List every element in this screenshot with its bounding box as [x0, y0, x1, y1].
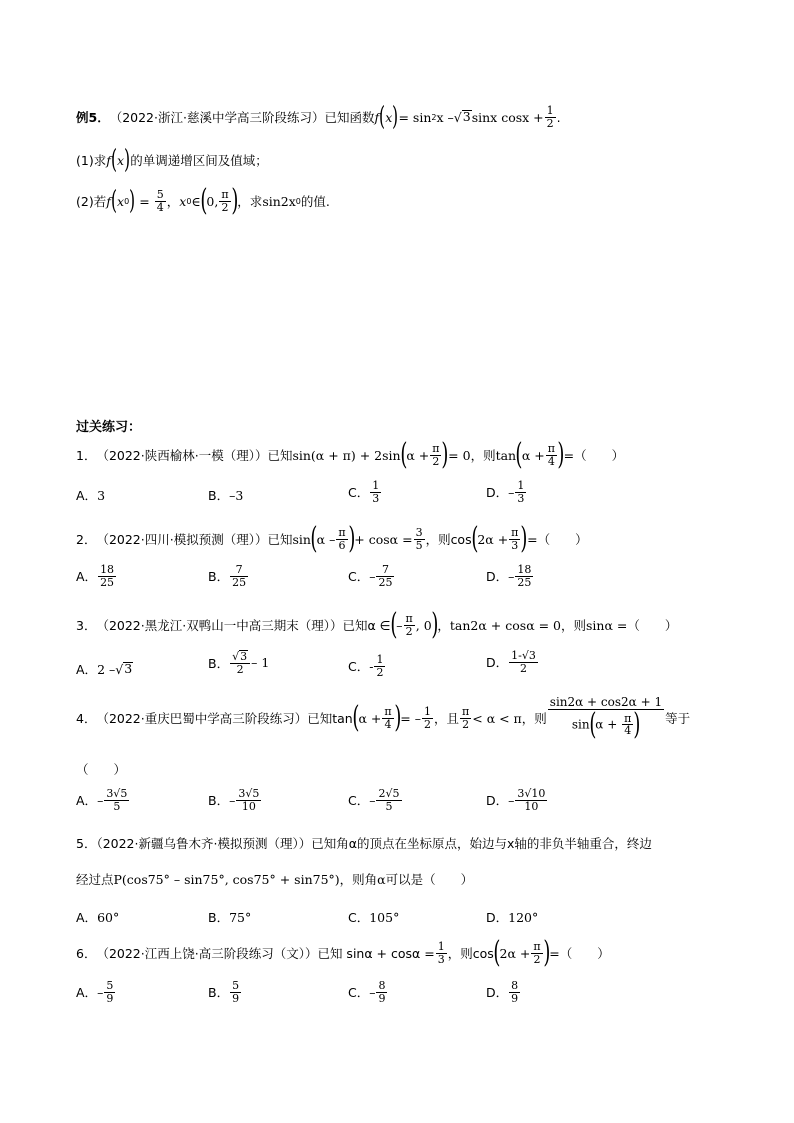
sqrt-value: 3: [240, 650, 248, 663]
expr-c: ，则cos: [425, 532, 472, 547]
option-fraction: $\frac{2√5}{5}$: [378, 787, 400, 813]
big-fraction: [548, 696, 664, 740]
f-symbol: f: [106, 193, 111, 209]
sub-zero: 0: [295, 196, 301, 206]
option-label: C．: [348, 659, 370, 675]
option-c[interactable]: [348, 980, 388, 1004]
problem-1: [76, 437, 625, 472]
option-fraction: $\frac{18}{25}$: [100, 563, 115, 589]
expr-c: ，且: [434, 711, 460, 726]
problem-number: 5．: [76, 836, 97, 851]
problem-source: （2022·四川·模拟预测（理））已知: [96, 532, 293, 547]
option-fraction: $\frac{1-√3}{2}$: [511, 649, 536, 675]
expr-d: < α < π，则: [472, 711, 547, 726]
minus-sign: –: [396, 617, 403, 633]
paren-right: ): [124, 145, 131, 175]
option-value: 3: [97, 487, 106, 503]
two-alpha-plus: 2α +: [499, 945, 531, 961]
section-title: 过关练习：: [76, 420, 142, 435]
option-a[interactable]: [76, 788, 130, 812]
option-sign: -: [369, 658, 374, 674]
paren-left: (: [515, 437, 523, 472]
option-sign: –: [97, 984, 104, 1000]
q2-suffix-b: 的值.: [300, 194, 330, 209]
option-value: 2 –: [97, 661, 116, 677]
option-fraction: $\frac{1}{3}$: [372, 479, 380, 505]
option-suffix: – 1: [251, 655, 270, 671]
option-fraction: $\frac{1}{3}$: [517, 479, 525, 505]
answer-blank: =（ ）: [549, 946, 610, 961]
option-fraction: $\frac{√3}{2}$: [230, 650, 250, 675]
example-source: （2022·浙江·慈溪中学高三阶段练习）已知函数: [109, 110, 375, 125]
problem-number: 3．: [76, 618, 97, 633]
sqrt-sign: √: [453, 109, 462, 125]
paren-left: (: [379, 102, 386, 132]
option-d[interactable]: [486, 650, 539, 674]
option-sign: –: [508, 568, 515, 584]
paren-left: (: [110, 186, 117, 216]
option-label: C．: [348, 985, 370, 1001]
problem-3: [76, 607, 678, 642]
option-a[interactable]: [76, 980, 116, 1004]
interval-end: , 0: [415, 617, 432, 633]
option-d[interactable]: [486, 908, 538, 926]
expr-a: = sin: [398, 109, 432, 125]
q1-prefix: (1)求: [76, 153, 107, 168]
option-d[interactable]: [486, 480, 527, 504]
expr-b: = –: [400, 710, 421, 726]
option-label: D．: [486, 910, 509, 925]
expr-b: = 0，则tan: [448, 448, 517, 463]
option-label: A．: [76, 910, 98, 925]
option-sign: –: [229, 792, 236, 808]
option-c[interactable]: [348, 564, 395, 588]
problem-5-line2: 经过点P(cos75° – sin75°, cos75° + sin75°)，则角α可以是（ ）: [76, 872, 474, 887]
problem-source: （2022·新疆乌鲁木齐·模拟预测（理））已知角α的顶点在坐标原点，始边与x轴的非负半轴重合，终边: [96, 836, 652, 851]
problem-source: （2022·黑龙江·双鸭山一中高三期末（理））已知α ∈: [96, 618, 391, 633]
example-label: 例5．: [76, 110, 110, 125]
expr-a: sin(α + π) + 2sin: [292, 447, 401, 463]
alpha-plus: α +: [406, 447, 430, 463]
option-label: B．: [208, 655, 230, 671]
option-label: B．: [208, 569, 230, 585]
option-fraction: $\frac{18}{25}$: [517, 563, 532, 589]
paren-right: ): [347, 521, 355, 556]
q2-value: $\frac{5}{4}$: [156, 187, 164, 214]
problem-6: [76, 935, 610, 970]
pi-over-2: $\frac{\pi}{2}$: [405, 611, 413, 638]
pi-over-6: $\frac{\pi}{6}$: [338, 525, 346, 552]
q2-suffix-a: ，求: [237, 194, 263, 209]
paren-left: (: [493, 935, 501, 970]
option-d[interactable]: [486, 788, 548, 812]
f-symbol: f: [374, 109, 380, 125]
option-label: A．: [76, 985, 98, 1001]
interval-start: 0,: [206, 193, 219, 209]
sqrt-value: 3: [462, 109, 471, 125]
pi-over-2: $\frac{\pi}{2}$: [533, 939, 541, 966]
sqrt-sign: √: [115, 661, 124, 677]
f-symbol: f: [106, 152, 111, 168]
pi-over-2: $\frac{\pi}{2}$: [432, 441, 440, 468]
problem-source: （2022·陕西榆林·一模（理））已知: [96, 448, 293, 463]
q2-target: sin2x: [262, 193, 296, 209]
sub-zero: 0: [124, 196, 130, 206]
option-value: –3: [229, 487, 244, 503]
big-numerator: sin2α + cos2α + 1: [549, 695, 663, 710]
answer-blank: =（ ）: [563, 448, 625, 463]
option-c[interactable]: [348, 480, 382, 504]
in-symbol: ∈: [191, 193, 201, 209]
problem-5: [76, 834, 652, 852]
problem-source: （2022·江西上饶·高三阶段练习（文））已知 sinα + cosα =: [96, 946, 435, 961]
big-denominator: sin(α + $\frac{\pi}{4}$ ): [571, 706, 641, 742]
paren-right: ): [393, 700, 401, 735]
expr-c: sinx cosx +: [471, 109, 544, 125]
paren-left: (: [200, 183, 208, 218]
option-b[interactable]: [208, 564, 249, 588]
option-fraction: $\frac{5}{9}$: [106, 979, 114, 1005]
option-sign: –: [97, 792, 104, 808]
paren-right: ): [557, 437, 565, 472]
option-value: 60°: [97, 910, 120, 925]
option-sign: –: [369, 984, 376, 1000]
option-sign: –: [369, 792, 376, 808]
option-c[interactable]: [348, 908, 399, 926]
answer-blank: =（ ）: [527, 532, 588, 547]
option-b[interactable]: [208, 486, 243, 504]
q2-prefix: (2)若: [76, 194, 107, 209]
option-c[interactable]: [348, 788, 403, 812]
q1-suffix: 的单调递增区间及值域；: [130, 153, 268, 168]
option-label: A．: [76, 662, 98, 677]
option-label: A．: [76, 793, 98, 809]
expr-c: ，则cos: [447, 946, 494, 961]
paren-left: (: [389, 607, 397, 642]
problem-number: 2．: [76, 532, 97, 547]
problem-number: 1．: [76, 448, 97, 463]
option-fraction: $\frac{8}{9}$: [378, 979, 386, 1005]
expr-e: 等于: [665, 711, 691, 726]
option-fraction: $\frac{3√5}{5}$: [106, 787, 128, 813]
sq-exponent: 2: [431, 112, 437, 122]
option-label: B．: [208, 910, 230, 925]
option-sign: –: [508, 792, 515, 808]
q2-comma: ，: [166, 194, 180, 209]
option-fraction: $\frac{7}{25}$: [232, 563, 247, 589]
paren-left: (: [399, 437, 407, 472]
paren-left: (: [310, 521, 318, 556]
option-fraction: $\frac{3√10}{10}$: [517, 787, 546, 813]
option-label: D．: [486, 485, 509, 501]
sqrt-value: 3: [124, 661, 133, 677]
paren-right: ): [129, 186, 136, 216]
option-a[interactable]: [76, 908, 119, 926]
option-label: C．: [348, 793, 370, 809]
two-alpha-plus: 2α +: [477, 531, 509, 547]
value-fraction: $\frac{3}{5}$: [415, 525, 423, 552]
option-label: B．: [208, 488, 230, 503]
sqrt-sign: √: [232, 650, 240, 663]
expr-a: sin: [292, 531, 311, 547]
x-var: x: [117, 152, 125, 168]
paren-left: (: [110, 145, 117, 175]
example5-q1: [76, 145, 268, 175]
problem-4-answer-blank: （ ）: [76, 762, 127, 777]
expr-b: + cosα =: [354, 531, 413, 547]
option-fraction: $\frac{5}{9}$: [232, 979, 240, 1005]
option-value: 105°: [369, 910, 400, 925]
option-sign: –: [369, 568, 376, 584]
paren-left: (: [470, 521, 478, 556]
x-var: x: [117, 193, 125, 209]
paren-right: ): [230, 183, 238, 218]
expr-b: x –: [436, 109, 454, 125]
option-value: 75°: [229, 910, 252, 925]
option-label: C．: [348, 910, 370, 925]
problem-number: 4．: [76, 711, 97, 726]
option-a[interactable]: [76, 564, 117, 588]
period: .: [556, 109, 561, 125]
paren-right: ): [542, 935, 550, 970]
option-label: A．: [76, 488, 98, 503]
paren-right: ): [441, 437, 449, 472]
paren-right: ): [431, 607, 439, 642]
option-label: D．: [486, 793, 509, 809]
option-label: B．: [208, 985, 230, 1001]
problem-source: （2022·重庆巴蜀中学高三阶段练习）已知tan: [96, 711, 353, 726]
paren-right: ): [520, 521, 528, 556]
option-b[interactable]: [208, 650, 269, 675]
paren-left: (: [352, 700, 360, 735]
problem-2: [76, 521, 588, 556]
equals: =: [135, 193, 154, 209]
value-fraction: $\frac{1}{2}$: [424, 704, 431, 731]
option-label: D．: [486, 985, 509, 1001]
option-b[interactable]: [208, 908, 251, 926]
paren-right: ): [392, 102, 399, 132]
option-a[interactable]: [76, 660, 133, 678]
option-d[interactable]: [486, 980, 521, 1004]
option-label: B．: [208, 793, 230, 809]
option-b[interactable]: [208, 980, 242, 1004]
problem-number: 6．: [76, 946, 97, 961]
option-sign: –: [508, 484, 515, 500]
value-fraction: $\frac{1}{3}$: [437, 939, 445, 966]
option-c[interactable]: [348, 654, 386, 678]
option-label: D．: [486, 655, 509, 671]
option-fraction: $\frac{7}{25}$: [378, 563, 393, 589]
option-label: C．: [348, 485, 370, 501]
example5-statement: [76, 104, 561, 130]
half-fraction: $\frac{1}{2}$: [546, 103, 554, 130]
x-var: x: [385, 109, 393, 125]
option-label: C．: [348, 569, 370, 585]
x-var: x: [179, 193, 187, 209]
option-b[interactable]: [208, 788, 262, 812]
example5-q2: [76, 184, 330, 218]
option-fraction: $\frac{3√5}{10}$: [238, 787, 260, 813]
pi-over-4: $\frac{\pi}{4}$: [384, 704, 392, 731]
expr-b: ，tan2α + cosα = 0，则sinα =（ ）: [437, 618, 678, 633]
pi-over-4: $\frac{\pi}{4}$: [547, 441, 555, 468]
sub-zero: 0: [186, 196, 192, 206]
problem-4: [76, 692, 690, 744]
option-fraction: $\frac{1}{2}$: [376, 653, 384, 679]
option-d[interactable]: [486, 564, 534, 588]
option-label: D．: [486, 569, 509, 585]
option-value: 120°: [508, 910, 539, 925]
pi-over-3: $\frac{\pi}{3}$: [511, 525, 519, 552]
pi-over-2: $\frac{\pi}{2}$: [462, 704, 470, 731]
alpha-plus: α +: [521, 447, 545, 463]
option-fraction: $\frac{8}{9}$: [511, 979, 519, 1005]
alpha-minus: α –: [316, 531, 336, 547]
alpha-plus: α +: [358, 710, 382, 726]
option-label: A．: [76, 569, 98, 585]
pi-over-2: $\frac{\pi}{2}$: [221, 187, 229, 214]
option-a[interactable]: [76, 486, 105, 504]
